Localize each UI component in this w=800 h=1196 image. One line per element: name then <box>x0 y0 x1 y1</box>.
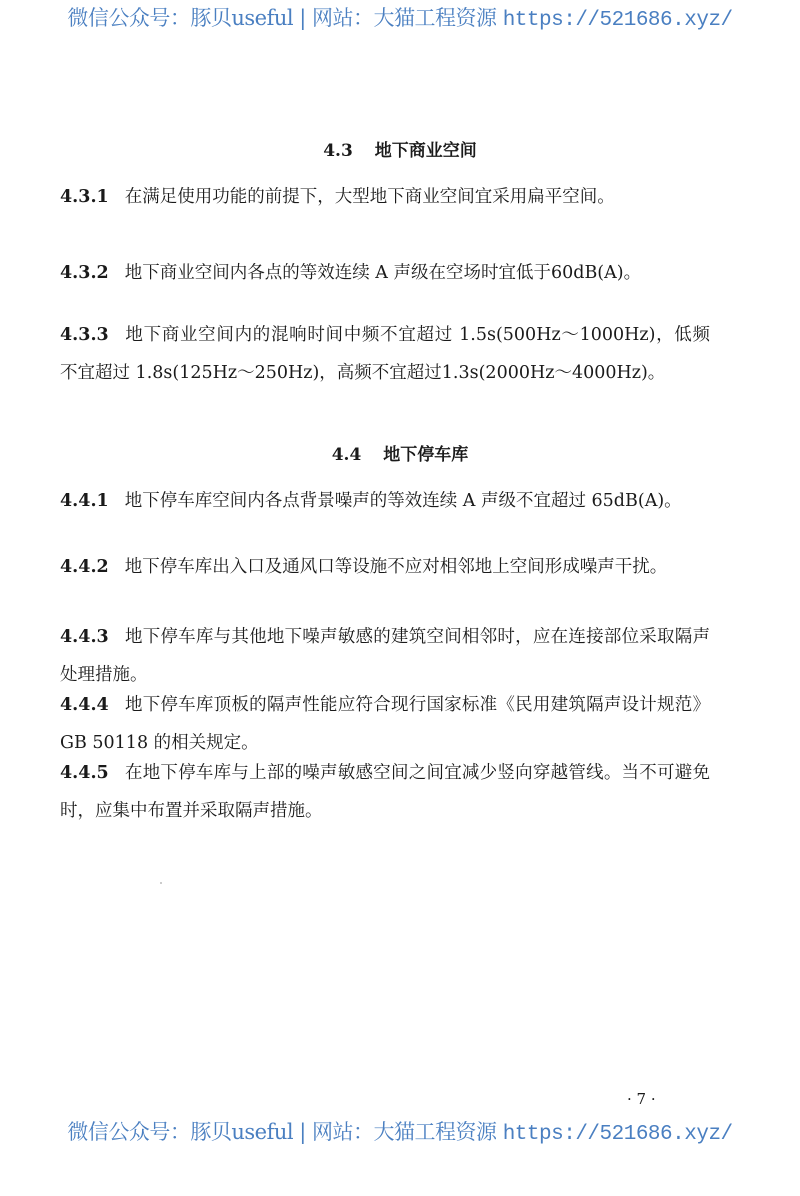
watermark-text: 微信公众号：豚贝useful | 网站：大猫工程资源 <box>67 1120 497 1144</box>
scan-speck <box>160 882 162 884</box>
clause-4-4-2: 4.4.2 地下停车库出入口及通风口等设施不应对相邻地上空间形成噪声干扰。 <box>60 557 668 577</box>
clause-4-3-2: 4.3.2 地下商业空间内各点的等效连续 A 声级在空场时宜低于60dB(A)。 <box>60 263 642 283</box>
watermark-url: https://521686.xyz/ <box>502 1123 733 1146</box>
clause-4-4-1: 4.4.1 地下停车库空间内各点背景噪声的等效连续 A 声级不宜超过 65dB(A)。 <box>60 491 682 511</box>
watermark-header <box>0 2 800 32</box>
page-number: · 7 · <box>627 1090 656 1108</box>
watermark-text: 微信公众号：豚贝useful | 网站：大猫工程资源 <box>67 6 497 30</box>
watermark-footer <box>0 1116 800 1146</box>
clause-4-4-3: 4.4.3 地下停车库与其他地下噪声敏感的建筑空间相邻时，应在连接部位采取隔声处理措施。 <box>60 627 710 685</box>
section-heading-4-3: 4.3 地下商业空间 <box>323 141 477 161</box>
clause-4-4-4: 4.4.4 地下停车库顶板的隔声性能应符合现行国家标准《民用建筑隔声设计规范》GB 50118 的相关规定。 <box>60 695 710 753</box>
section-heading-4-4: 4.4 地下停车库 <box>331 445 469 465</box>
clause-4-3-1: 4.3.1 在满足使用功能的前提下，大型地下商业空间宜采用扁平空间。 <box>60 187 615 207</box>
watermark-url: https://521686.xyz/ <box>502 9 733 32</box>
clause-4-4-5: 4.4.5 在地下停车库与上部的噪声敏感空间之间宜减少竖向穿越管线。当不可避免时，应集中布置并采取隔声措施。 <box>60 763 710 821</box>
clause-4-3-3: 4.3.3 地下商业空间内的混响时间中频不宜超过 1.5s(500Hz～1000Hz)，低频不宜超过 1.8s(125Hz～250Hz)，高频不宜超过1.3s(2000Hz～4000Hz)。 <box>60 325 710 383</box>
